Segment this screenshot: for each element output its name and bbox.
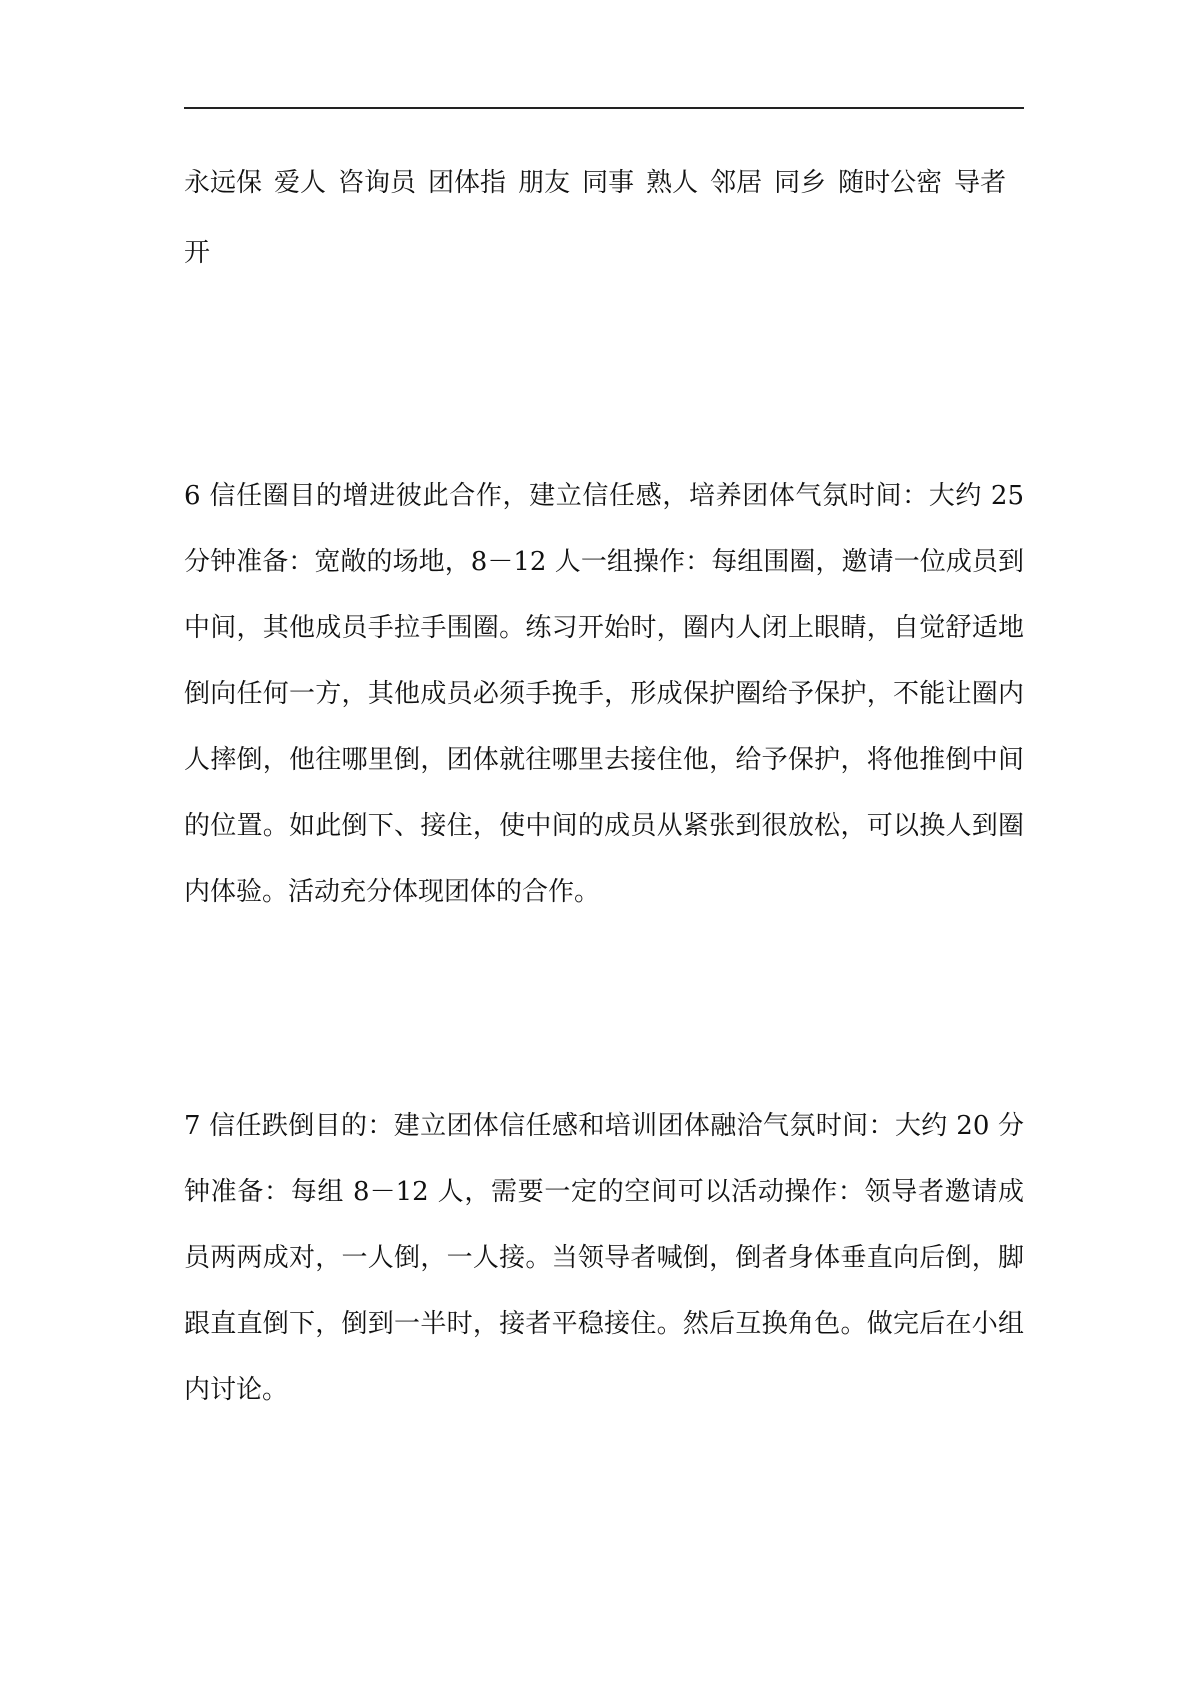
word-item: 熟人 [646, 168, 699, 198]
section-trust-fall [184, 1093, 1024, 1423]
paragraph-trust-fall: 7 信任跌倒目的：建立团体信任感和培训团体融洽气氛时间：大约 20 分钟准备：每组 8－12 人，需要一定的空间可以活动操作：领导者邀请成员两两成对，一人倒，一人接。当领导者喊倒，倒者身体垂直向后倒，脚跟直直倒下，倒到一半时，接者平稳接住。然后互换角色。做完后在小组内讨论。 [184, 1111, 1024, 1405]
word-item: 邻居 [710, 168, 763, 198]
section-trust-circle [184, 463, 1024, 925]
word-item: 永远保 [184, 168, 263, 198]
header-rule [184, 107, 1024, 109]
top-word-list [184, 148, 1024, 288]
word-item: 导者 [954, 168, 1007, 198]
word-row [184, 148, 1024, 288]
word-item: 随时公密 [838, 168, 943, 198]
word-item: 开 [184, 238, 211, 268]
word-item: 爱人 [274, 168, 327, 198]
word-item: 朋友 [518, 168, 571, 198]
word-item: 咨询员 [338, 168, 417, 198]
word-item: 同乡 [774, 168, 827, 198]
word-item: 同事 [582, 168, 635, 198]
paragraph-trust-circle: 6 信任圈目的增进彼此合作，建立信任感，培养团体气氛时间：大约 25 分钟准备：宽敞的场地，8－12 人一组操作：每组围圈，邀请一位成员到中间，其他成员手拉手围圈。练习开始时，圈内人闭上眼睛，自觉舒适地倒向任何一方，其他成员必须手挽手，形成保护圈给予保护，不能让圈内人摔倒，他往哪里倒，团体就往哪里去接住他，给予保护，将他推倒中间的位置。如此倒下、接住，使中间的成员从紧张到很放松，可以换人到圈内体验。活动充分体现团体的合作。 [184, 481, 1024, 907]
word-item: 团体指 [428, 168, 507, 198]
